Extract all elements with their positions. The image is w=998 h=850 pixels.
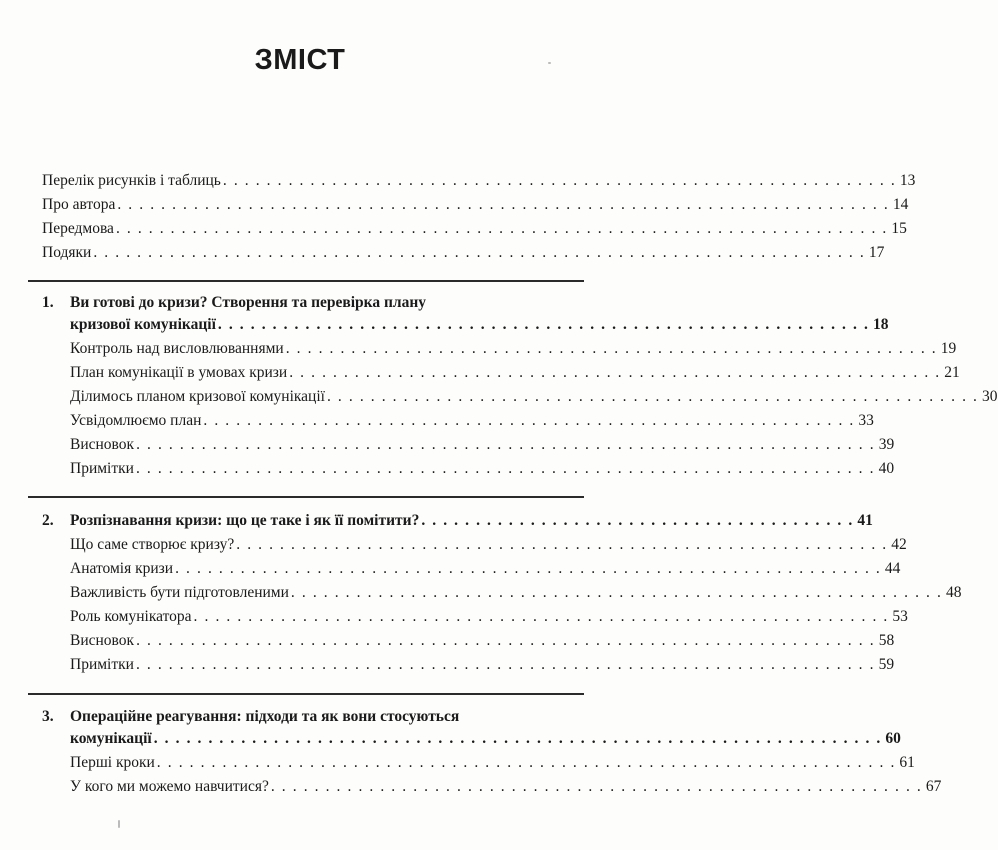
toc-entry-label: Ділимось планом кризової комунікації (70, 388, 325, 405)
dot-leader: . . . . . . . . . . . . . . . . . . . . . . . . . . . . . . . . . . . . . . . . . . . . . . . . . . . . . . . . . . . . . . . . (193, 608, 889, 625)
section-divider (28, 496, 584, 498)
toc-entry-page: 14 (892, 196, 909, 213)
toc-entry[interactable] (70, 340, 957, 358)
toc-entry-label: У кого ми можемо навчитися? (70, 778, 269, 795)
toc-entry[interactable] (70, 460, 895, 478)
paper-speck (118, 820, 120, 828)
toc-entry-page: 21 (944, 364, 960, 381)
dot-leader: . . . . . . . . . . . . . . . . . . . . . . . . . . . . . . . . . . . . . . . . . . . . . . . . . . . . . . . . . . . . . . . . . (175, 560, 882, 577)
toc-entry-label: Примітки (70, 460, 134, 477)
chapter-number: 1. (42, 294, 54, 311)
toc-entry-label: Подяки (42, 244, 92, 261)
toc-entry[interactable] (70, 536, 907, 554)
toc-entry-label: Про автора (42, 196, 116, 213)
chapter-title[interactable] (42, 708, 582, 726)
toc-entry-label: Важливість бути підготовленими (70, 584, 289, 601)
toc-entry-label: Передмова (42, 220, 114, 237)
toc-entry[interactable] (70, 584, 962, 602)
dot-leader: . . . . . . . . . . . . . . . . . . . . . . . . . . . . . . . . . . . . . . . . . . . . . . . . . . . . . . . . . . . . . . . . . . . . (135, 656, 876, 673)
section-divider (28, 693, 584, 695)
dot-leader: . . . . . . . . . . . . . . . . . . . . . . . . . . . . . . . . . . . . . . . . . . . . . . . . . . . . . . . . . . . . (326, 388, 979, 405)
toc-entry-page: 33 (858, 412, 874, 429)
dot-leader: . . . . . . . . . . . . . . . . . . . . . . . . . . . . . . . . . . . . . . . . . . . . . . . . . . . . . . . . . . . . (289, 364, 941, 381)
toc-entry[interactable] (70, 632, 895, 650)
toc-entry[interactable] (70, 388, 998, 406)
chapter-title-text: кризової комунікації (70, 316, 216, 333)
toc-entry-label: Роль комунікатора (70, 608, 192, 625)
toc-entry[interactable] (70, 656, 895, 674)
toc-entry-page: 61 (899, 754, 915, 771)
dot-leader: . . . . . . . . . . . . . . . . . . . . . . . . . . . . . . . . . . . . . . . . . . . . . . . . . . . . . . . . . . . . . . . . . . . (153, 730, 882, 747)
dot-leader: . . . . . . . . . . . . . . . . . . . . . . . . . . . . . . . . . . . . . . . . . . . . . . . . . . . . . . . . . . . . . . . . . . . . (156, 754, 896, 771)
chapter-number: 2. (42, 512, 54, 529)
toc-entry[interactable] (70, 608, 908, 626)
toc-entry-page: 40 (878, 460, 895, 477)
paper-speck (548, 62, 551, 64)
dot-leader: . . . . . . . . . . . . . . . . . . . . . . . . . . . . . . . . . . . . . . . . . . . . . . . . . . . . . . . . . . . . (236, 536, 888, 553)
toc-entry-label: План комунікації в умовах кризи (70, 364, 288, 381)
toc-entry[interactable] (42, 220, 907, 238)
toc-entry[interactable] (70, 560, 901, 578)
dot-leader: . . . . . . . . . . . . . . . . . . . . . . . . . . . . . . . . . . . . . . . . . . . . . . . . . . . . . . . . . . . . . . . . . . . . . . . (93, 244, 866, 261)
dot-leader: . . . . . . . . . . . . . . . . . . . . . . . . . . . . . . . . . . . . . . . . . . . . . . . . . . . . . . . . . . . . (217, 316, 870, 333)
toc-entry[interactable] (70, 412, 874, 430)
toc-entry[interactable] (70, 364, 960, 382)
chapter-number: 3. (42, 708, 54, 725)
chapter-title-text: комунікації (70, 730, 152, 747)
dot-leader: . . . . . . . . . . . . . . . . . . . . . . . . . . . . . . . . . . . . . . . . . . . . . . . . . . . . . . . . . . . . . . . . . . . . . . . (115, 220, 888, 237)
dot-leader: . . . . . . . . . . . . . . . . . . . . . . . . . . . . . . . . . . . . . . . . . . . . . . . . . . . . . . . . . . . . (290, 584, 943, 601)
section-divider (28, 280, 584, 282)
page-title: ЗМІСТ (254, 44, 346, 76)
toc-entry-page: 58 (878, 632, 895, 649)
toc-entry-label: Примітки (70, 656, 134, 673)
toc-entry-label: Анатомія кризи (70, 560, 174, 577)
toc-entry[interactable] (42, 244, 885, 262)
toc-entry-label: Перелік рисунків і таблиць (42, 172, 221, 189)
chapter-page: 41 (857, 512, 873, 529)
toc-entry-label: Перші кроки (70, 754, 155, 771)
toc-entry-page: 59 (878, 656, 895, 673)
toc-entry-label: Висновок (70, 436, 135, 453)
toc-entry-page: 67 (925, 778, 942, 795)
dot-leader: . . . . . . . . . . . . . . . . . . . . . . . . . . . . . . . . . . . . . . . . . . . . . . . . . . . . . . . . . . . . . . . . . . . . (136, 436, 876, 453)
chapter-entry[interactable] (70, 730, 901, 748)
chapter-title-text: Операційне реагування: підходи та як вони стосуються (70, 708, 460, 725)
toc-entry-label: Що саме створює кризу? (70, 536, 235, 553)
toc-entry-page: 15 (891, 220, 907, 237)
toc-entry[interactable] (70, 778, 942, 796)
toc-entry[interactable] (70, 754, 915, 772)
chapter-entry[interactable] (70, 316, 889, 334)
chapter-title-text: Розпізнавання кризи: що це таке і як її помітити? (70, 512, 420, 529)
dot-leader: . . . . . . . . . . . . . . . . . . . . . . . . . . . . . . . . . . . . . . . . . . . . . . . . . . . . . . . . . . . . (270, 778, 923, 795)
dot-leader: . . . . . . . . . . . . . . . . . . . . . . . . . . . . . . . . . . . . . . . . . . . . . . . . . . . . . . . . . . . . . . . . . . . . . . . (117, 196, 890, 213)
dot-leader: . . . . . . . . . . . . . . . . . . . . . . . . . . . . . . . . . . . . . . . . (421, 512, 854, 529)
toc-entry-label: Усвідомлюємо план (70, 412, 202, 429)
dot-leader: . . . . . . . . . . . . . . . . . . . . . . . . . . . . . . . . . . . . . . . . . . . . . . . . . . . . . . . . . . . . . . (222, 172, 897, 189)
chapter-page: 60 (885, 730, 901, 747)
dot-leader: . . . . . . . . . . . . . . . . . . . . . . . . . . . . . . . . . . . . . . . . . . . . . . . . . . . . . . . . . . . . (203, 412, 855, 429)
toc-entry-page: 30 (982, 388, 998, 405)
toc-entry-page: 17 (868, 244, 885, 261)
dot-leader: . . . . . . . . . . . . . . . . . . . . . . . . . . . . . . . . . . . . . . . . . . . . . . . . . . . . . . . . . . . . (285, 340, 938, 357)
toc-entry-label: Висновок (70, 632, 135, 649)
toc-entry-page: 19 (940, 340, 957, 357)
toc-entry-page: 48 (945, 584, 962, 601)
chapter-title[interactable] (42, 294, 582, 312)
toc-entry[interactable] (42, 172, 916, 190)
toc-entry-page: 53 (892, 608, 908, 625)
dot-leader: . . . . . . . . . . . . . . . . . . . . . . . . . . . . . . . . . . . . . . . . . . . . . . . . . . . . . . . . . . . . . . . . . . . . (135, 460, 876, 477)
toc-entry-page: 39 (878, 436, 895, 453)
chapter-title-text: Ви готові до кризи? Створення та перевірка плану (70, 294, 427, 311)
toc-entry-page: 42 (891, 536, 907, 553)
chapter-entry[interactable] (42, 512, 873, 530)
chapter-page: 18 (872, 316, 889, 333)
toc-entry-page: 44 (884, 560, 901, 577)
toc-entry[interactable] (70, 436, 895, 454)
toc-entry-page: 13 (899, 172, 916, 189)
toc-entry[interactable] (42, 196, 909, 214)
toc-entry-label: Контроль над висловлюваннями (70, 340, 284, 357)
dot-leader: . . . . . . . . . . . . . . . . . . . . . . . . . . . . . . . . . . . . . . . . . . . . . . . . . . . . . . . . . . . . . . . . . . . . (136, 632, 876, 649)
